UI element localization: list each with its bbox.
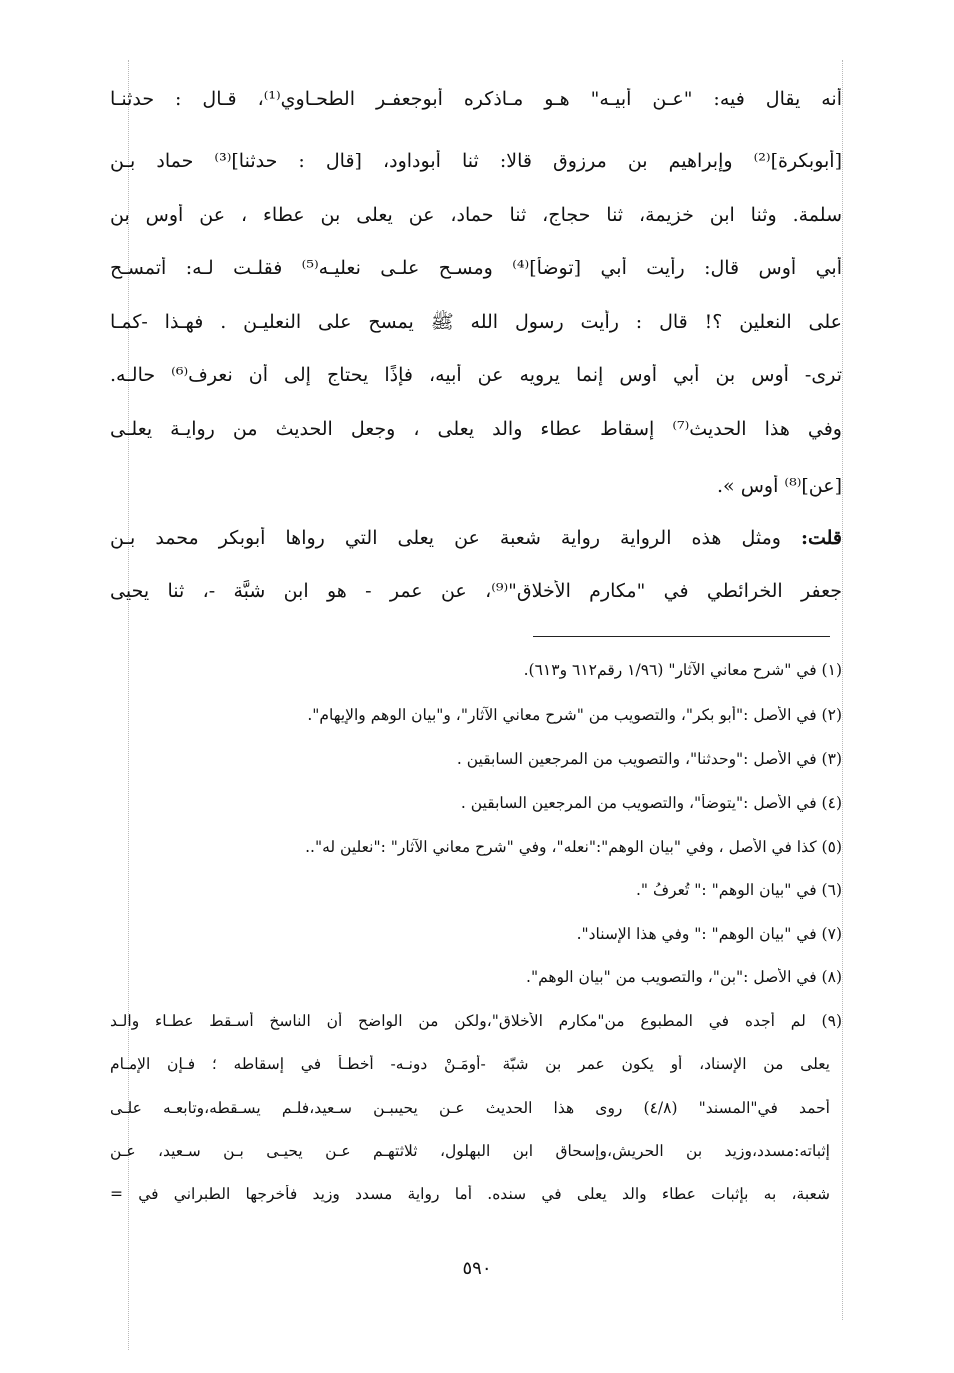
footnote-2: (٢) في الأصل :"أبو بكر"، والتصويب من "شرح معاني الآثار"، و"بيان الوهم والإيهام". <box>307 706 842 724</box>
body-line-4: أبي أوس قال: رأيت أبي [توضأ]⁽⁴⁾ ومسـح علـى نعليـه⁽⁵⁾ فقلـت لـه: أتمسـح <box>110 257 842 279</box>
footnote-9-line-1: (٩) لم أجده في المطبوع من"مكارم الأخلاق"،ولكن من الواضح أن الناسخ أسـقط عطـاء والـد <box>110 1012 842 1030</box>
qult-line-1-text: ومثل هذه الرواية رواية شعبة عن يعلى التي رواها أبوبكر محمد بـن <box>110 527 781 549</box>
footnote-4: (٤) في الأصل :"يتوضأ"، والتصويب من المرجعين السابقين . <box>460 794 842 812</box>
footnote-9-line-3: أحمد في"المسند" (٤/٨) روى هذا الحديث عـن يحيىبـن سـعيد،فلـم يسـقطه،وتابعـه علـى <box>110 1099 830 1117</box>
qult-line-1 <box>110 527 842 549</box>
footnote-5: (٥) كذا في الأصل ، وفي "بيان الوهم":"نعله"، وفي "شرح معاني الآثار" :"نعلين له".. <box>305 838 842 856</box>
footnote-1: (١) في "شرح معاني الآثار" (١/٩٦ رقم٦١٢ و٦١٣). <box>523 661 842 679</box>
footnote-9-line-5: شعبة، به بإثبات عطاء والد يعلى في سنده. أما رواية مسدد وزيد فأخرجها الطبراني في = <box>110 1185 830 1203</box>
body-line-6: ترى- أوس بن أبي أوس إنما يرويه عن أبيه، فإذًا يحتاج إلى أن نعرف⁽⁶⁾ حالـه. <box>110 364 842 386</box>
footnote-3: (٣) في الأصل :"وحدثنا"، والتصويب من المرجعين السابقين . <box>456 750 842 768</box>
footnote-9-line-2: يعلى من الإسناد، أو يكون عمر بن شبّة -أومَـنْ دونـه- أخطـأ في إسقاطه ؛ فـإن الإمـام <box>110 1055 830 1073</box>
footnote-9-line-4: إثباته:مسدد،وزيد بن الحريش،وإسحاق ابن البهلول، ثلاثتهـم عـن يحيـى بـن سـعيد، عـن <box>110 1142 830 1160</box>
body-line-5: على النعلين ؟! قال : رأيت رسول الله ﷺ يمسح على النعليـن . فهـذا -كمـا <box>110 311 842 333</box>
body-line-8: [عن]⁽⁸⁾ أوس ». <box>717 475 842 497</box>
qult-label: قلت: <box>800 527 842 549</box>
page-number: ٥٩٠ <box>462 1258 492 1279</box>
footnote-6: (٦) في "بيان الوهم" :" تُعرفُ ". <box>635 881 842 899</box>
body-line-2: [أبوبكرة]⁽²⁾ وإبراهيم بن مرزوق قالا: ثنا أبوداود، [قال : حدثنا]⁽³⁾ حماد بـن <box>110 150 842 172</box>
footnote-divider <box>533 636 830 637</box>
scan-artifact-right <box>842 60 843 1320</box>
footnote-7: (٧) في "بيان الوهم" :" وفي هذا الإسناد". <box>576 925 842 943</box>
body-line-7: وفي هذا الحديث⁽⁷⁾ إسقاط عطاء والد يعلى ، وجعل الحديث من روايـة يعلـى <box>110 418 842 440</box>
body-line-3: سلمة. وثنا ابن خزيمة، ثنا حجاج، ثنا حماد، عن يعلى بن عطاء ، عن أوس بن <box>110 204 842 226</box>
footnote-8: (٨) في الأصل :"بن"، والتصويب من "بيان الوهم". <box>526 968 842 986</box>
qult-line-2: جعفر الخرائطي في "مكارم الأخلاق"⁽⁹⁾، عن عمر - هو ابن شبَّة -، ثنا يحيى <box>110 580 842 602</box>
body-line-1: أنه يقال فيه: "عـن أبيـه" هـو مـاذكره أبوجعفـر الطحـاوي⁽¹⁾، قـال : حدثنـا <box>110 88 842 110</box>
